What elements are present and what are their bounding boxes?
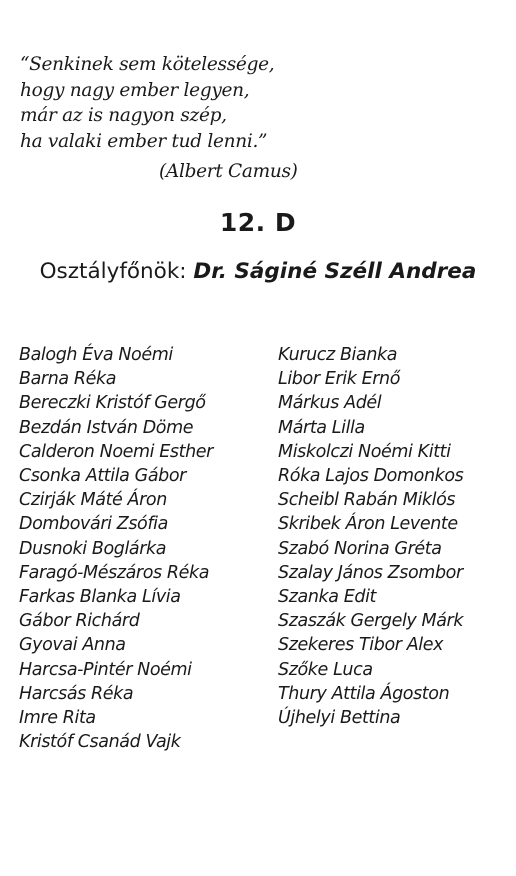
quote-author: (Albert Camus) (159, 161, 298, 182)
student-name: Imre Rita (19, 708, 96, 729)
student-name: Libor Erik Ernő (278, 369, 401, 390)
student-name: Harcsás Réka (19, 683, 134, 704)
class-teacher-label: Osztályfőnök: (39, 259, 194, 284)
student-name: Dombovári Zsófia (19, 514, 168, 535)
student-name: Czirják Máté Áron (19, 490, 167, 511)
student-name: Kristóf Csanád Vajk (19, 732, 181, 753)
student-name: Csonka Attila Gábor (19, 466, 186, 487)
quote-line: “Senkinek sem kötelessége, (20, 54, 275, 75)
student-name: Gábor Richárd (19, 611, 140, 632)
quote (20, 52, 274, 154)
student-name: Harcsa-Pintér Noémi (19, 659, 192, 680)
student-name: Gyovai Anna (19, 635, 126, 656)
student-name: Dusnoki Boglárka (19, 538, 167, 559)
student-name: Faragó-Mészáros Réka (19, 562, 210, 583)
class-teacher-name: Dr. Ságiné Széll Andrea (193, 259, 477, 284)
student-name: Balogh Éva Noémi (19, 345, 173, 365)
student-name: Thury Attila Ágoston (278, 683, 450, 704)
class-title: 12. D (219, 208, 297, 237)
student-name: Farkas Blanka Lívia (19, 587, 181, 608)
student-name: Skribek Áron Levente (278, 514, 458, 535)
student-name: Barna Réka (19, 369, 117, 390)
student-name: Szabó Norina Gréta (278, 538, 442, 559)
class-teacher (0, 259, 516, 284)
student-name: Miskolczi Noémi Kitti (278, 441, 451, 462)
student-list-left (19, 343, 213, 754)
student-name: Kurucz Bianka (278, 345, 398, 365)
student-name: Márkus Adél (278, 393, 382, 414)
student-name: Újhelyi Bettina (278, 708, 401, 729)
student-name: Szalay János Zsombor (278, 562, 463, 583)
quote-line: ha valaki ember tud lenni.” (20, 130, 268, 152)
student-name: Róka Lajos Domonkos (278, 466, 464, 487)
student-name: Szőke Luca (278, 659, 373, 680)
student-name: Bezdán István Döme (19, 417, 194, 438)
student-name: Bereczki Kristóf Gergő (19, 393, 206, 414)
quote-line: már az is nagyon szép, (20, 105, 227, 126)
student-name: Szaszák Gergely Márk (278, 611, 464, 632)
student-name: Szekeres Tibor Alex (278, 635, 444, 656)
student-name: Calderon Noemi Esther (19, 441, 213, 462)
student-name: Scheibl Rabán Miklós (278, 490, 456, 511)
student-list-right (278, 343, 463, 730)
student-name: Szanka Edit (278, 587, 377, 608)
student-name: Márta Lilla (278, 417, 365, 438)
quote-line: hogy nagy ember legyen, (20, 79, 250, 101)
